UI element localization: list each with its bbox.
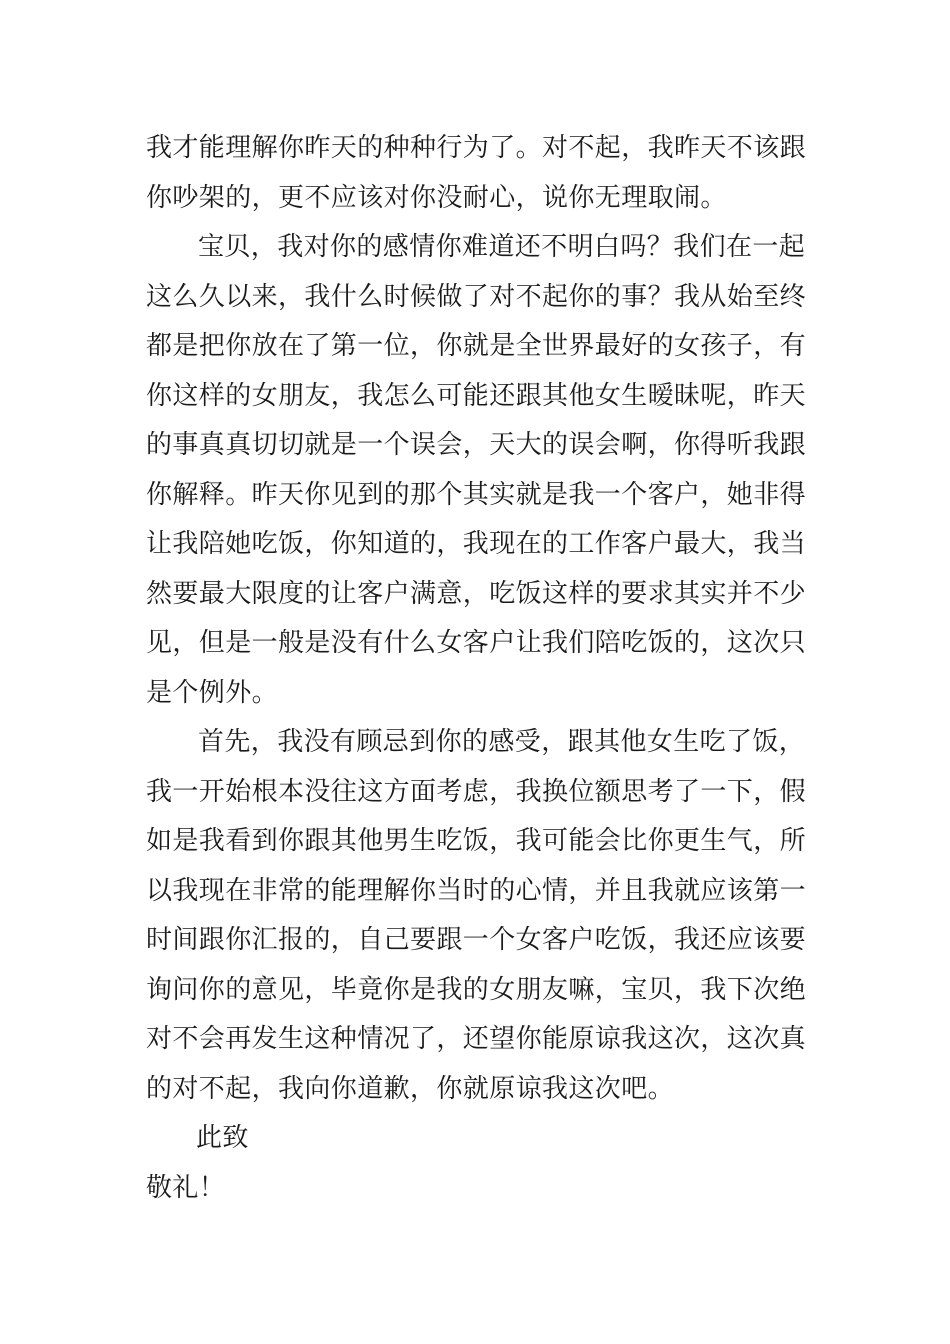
paragraph-1 [146, 124, 806, 223]
text-line: 这么久以来，我什么时候做了对不起你的事？我从始至终 [146, 281, 807, 312]
text-line: 然要最大限度的让客户满意，吃饭这样的要求其实并不少 [146, 578, 807, 609]
text-line: 见，但是一般是没有什么女客户让我们陪吃饭的，这次只 [146, 628, 807, 658]
text-line: 都是把你放在了第一位，你就是全世界最好的女孩子，有 [146, 331, 807, 361]
paragraph-3 [146, 718, 806, 1114]
text-line: 你吵架的，更不应该对你没耐心，说你无理取闹。 [146, 182, 727, 213]
closing [146, 1114, 806, 1213]
text-line: 宝贝，我对你的感情你难道还不明白吗？我们在一起 [198, 232, 806, 262]
text-line: 如是我看到你跟其他男生吃饭，我可能会比你更生气，所 [146, 826, 807, 856]
text-line: 的事真真切切就是一个误会，天大的误会啊，你得听我跟 [146, 430, 807, 460]
text-line: 的对不起，我向你道歉，你就原谅我这次吧。 [146, 1073, 675, 1104]
text-line: 以我现在非常的能理解你当时的心情，并且我就应该第一 [146, 875, 807, 906]
paragraph-2 [146, 223, 806, 718]
text-line: 对不会再发生这种情况了，还望你能原谅我这次，这次真 [146, 1024, 807, 1054]
text-line: 你解释。昨天你见到的那个其实就是我一个客户，她非得 [146, 479, 807, 510]
closing-regards: 敬礼！ [146, 1172, 226, 1203]
text-line: 时间跟你汇报的，自己要跟一个女客户吃饭，我还应该要 [146, 925, 807, 955]
letter-body [146, 124, 806, 1213]
text-line: 是个例外。 [146, 677, 279, 708]
text-line: 首先，我没有顾忌到你的感受，跟其他女生吃了饭， [198, 727, 806, 757]
text-line: 我才能理解你昨天的种种行为了。对不起，我昨天不该跟 [146, 133, 807, 163]
text-line: 我一开始根本没往这方面考虑，我换位额思考了一下，假 [146, 776, 807, 807]
closing-salutation: 此致 [196, 1123, 249, 1153]
text-line: 让我陪她吃饭，你知道的，我现在的工作客户最大，我当 [146, 529, 807, 559]
text-line: 你这样的女朋友，我怎么可能还跟其他女生暧昧呢，昨天 [146, 380, 807, 411]
text-line: 询问你的意见，毕竟你是我的女朋友嘛，宝贝，我下次绝 [146, 974, 807, 1005]
